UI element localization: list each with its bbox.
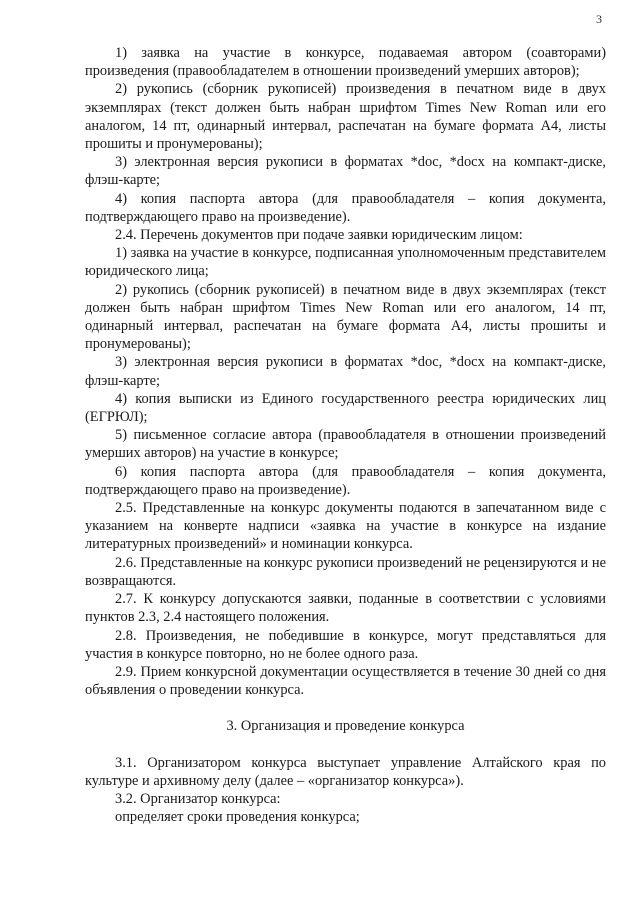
paragraph: 5) письменное согласие автора (правообладателя в отношении произведений умерших авторов) на участие в конкурсе;: [85, 427, 606, 462]
paragraph: 2.5. Представленные на конкурс документы подаются в запечатанном виде с указанием на конверте надписи «заявка на участие в конкурсе на издание литературных произведений» и номинации конкурса.: [85, 500, 606, 553]
section-heading: 3. Организация и проведение конкурса: [226, 718, 465, 735]
paragraph: 2.8. Произведения, не победившие в конкурсе, могут представляться для участия в конкурсе повторно, но не более одного раза.: [85, 627, 606, 662]
paragraph: 3) электронная версия рукописи в форматах *doc, *docx на компакт-диске, флэш-карте;: [85, 354, 606, 389]
paragraph: 4) копия паспорта автора (для правообладателя – копия документа, подтверждающего право на произведение).: [85, 190, 606, 225]
paragraph: 2.4. Перечень документов при подаче заявки юридическим лицом:: [115, 227, 523, 244]
paragraph: 2.9. Прием конкурсной документации осуществляется в течение 30 дней со дня объявления о проведении конкурса.: [85, 663, 606, 699]
paragraph: 3) электронная версия рукописи в форматах *doc, *docx на компакт-диске, флэш-карте;: [85, 154, 606, 189]
paragraph: определяет сроки проведения конкурса;: [115, 809, 360, 826]
paragraph: 2.7. К конкурсу допускаются заявки, поданные в соответствии с условиями пунктов 2.3, 2.4 настоящего положения.: [85, 591, 606, 626]
paragraph: 2) рукопись (сборник рукописей) в печатном виде в двух экземплярах (текст должен быть набран шрифтом Times New Roman или его аналогом, 14 пт, одинарный интервал, распечатан на бумаге формата А4, листы прошиты и пронумерованы);: [85, 281, 606, 353]
page-number: 3: [596, 12, 602, 26]
paragraph: 4) копия выписки из Единого государственного реестра юридических лиц (ЕГРЮЛ);: [85, 390, 606, 426]
paragraph: 3.2. Организатор конкурса:: [115, 790, 281, 807]
paragraph: 2) рукопись (сборник рукописей) произведения в печатном виде в двух экземплярах (текст должен быть набран шрифтом Times New Roman или его аналогом, 14 пт, одинарный интервал, распечатан на бумаге формата А4, листы прошиты и пронумерованы);: [85, 81, 606, 153]
paragraph: 1) заявка на участие в конкурсе, подписанная уполномоченным представителем юридического лица;: [85, 245, 606, 280]
paragraph: 3.1. Организатором конкурса выступает управление Алтайского края по культуре и архивному делу (далее – «организатор конкурса»).: [85, 754, 606, 789]
paragraph: 6) копия паспорта автора (для правообладателя – копия документа, подтверждающего право на произведение).: [85, 463, 606, 498]
paragraph: 1) заявка на участие в конкурсе, подаваемая автором (соавторами) произведения (правообладателем в отношении произведений умерших авторов);: [85, 45, 606, 80]
paragraph: 2.6. Представленные на конкурс рукописи произведений не рецензируются и не возвращаются.: [85, 554, 606, 589]
document-body: [85, 44, 606, 826]
